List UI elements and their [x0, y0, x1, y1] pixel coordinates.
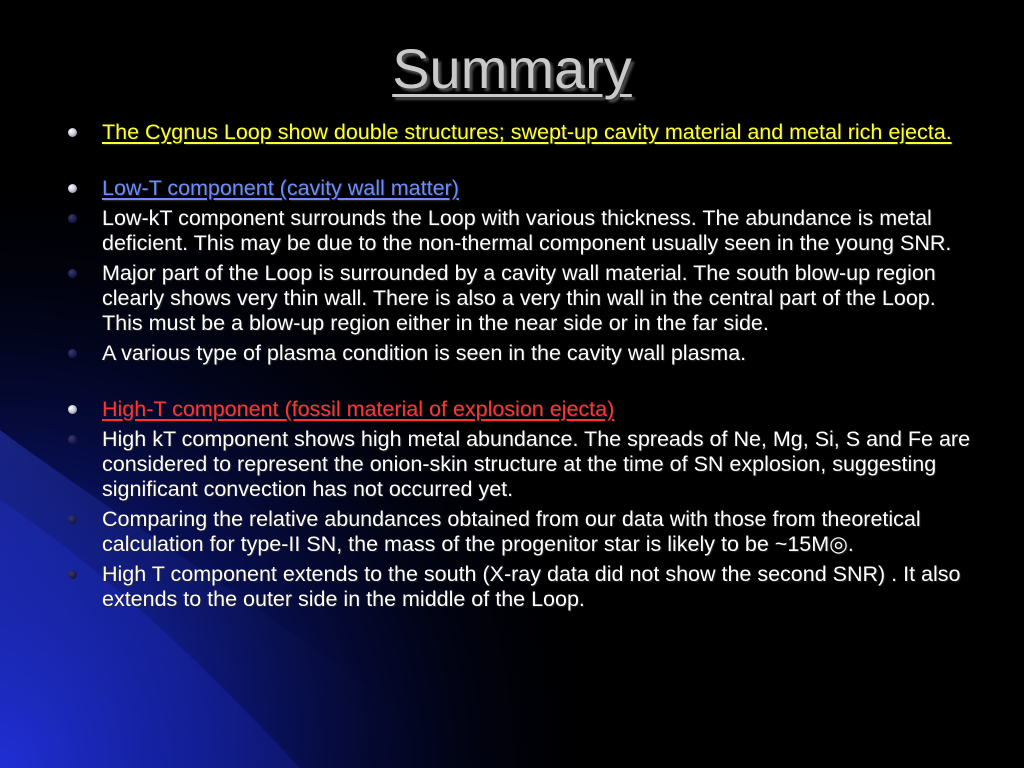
page-title: Summary — [392, 37, 632, 100]
list-item — [64, 176, 976, 201]
summary-highlight-text: The Cygnus Loop show double structures; swept-up cavity material and metal rich ejecta. — [102, 120, 952, 144]
bullet-icon — [68, 515, 77, 524]
bullet-icon — [68, 435, 77, 444]
list-item-text: Comparing the relative abundances obtained from our data with those from theoretical calculation for type-II SN, the mass of the progenitor star is likely to be ~15M◎. — [102, 507, 921, 556]
bullet-icon — [68, 128, 77, 137]
list-item — [64, 427, 976, 502]
bullet-list — [64, 120, 976, 617]
list-item — [64, 562, 976, 612]
list-item — [64, 206, 976, 256]
list-item — [64, 120, 976, 145]
list-item-text: High kT component shows high metal abundance. The spreads of Ne, Mg, Si, S and Fe are considered to represent the onion-skin structure at the time of SN explosion, suggesting significant convection has not occurred yet. — [102, 427, 971, 501]
bullet-icon — [68, 214, 77, 223]
list-item-text: A various type of plasma condition is seen in the cavity wall plasma. — [102, 341, 747, 365]
bullet-icon — [68, 184, 77, 193]
bullet-icon — [68, 269, 77, 278]
section-heading-low-t: Low-T component (cavity wall matter) — [102, 176, 459, 200]
list-item-text: High T component extends to the south (X-ray data did not show the second SNR) . It also extends to the outer side in the middle of the Loop. — [102, 562, 961, 611]
bullet-icon — [68, 570, 77, 579]
bullet-icon — [68, 349, 77, 358]
list-item-text: Low-kT component surrounds the Loop with various thickness. The abundance is metal deficient. This may be due to the non-thermal component usually seen in the young SNR. — [102, 206, 952, 255]
spacer — [64, 371, 976, 397]
list-item — [64, 341, 976, 366]
list-item — [64, 261, 976, 336]
spacer — [64, 150, 976, 176]
bullet-icon — [68, 405, 77, 414]
list-item — [64, 397, 976, 422]
list-item — [64, 507, 976, 557]
section-heading-high-t: High-T component (fossil material of explosion ejecta) — [102, 397, 615, 421]
list-item-text: Major part of the Loop is surrounded by a cavity wall material. The south blow-up region clearly shows very thin wall. There is also a very thin wall in the central part of the Loop. This must be a blow-up region either in the near side or in the far side. — [102, 261, 936, 335]
